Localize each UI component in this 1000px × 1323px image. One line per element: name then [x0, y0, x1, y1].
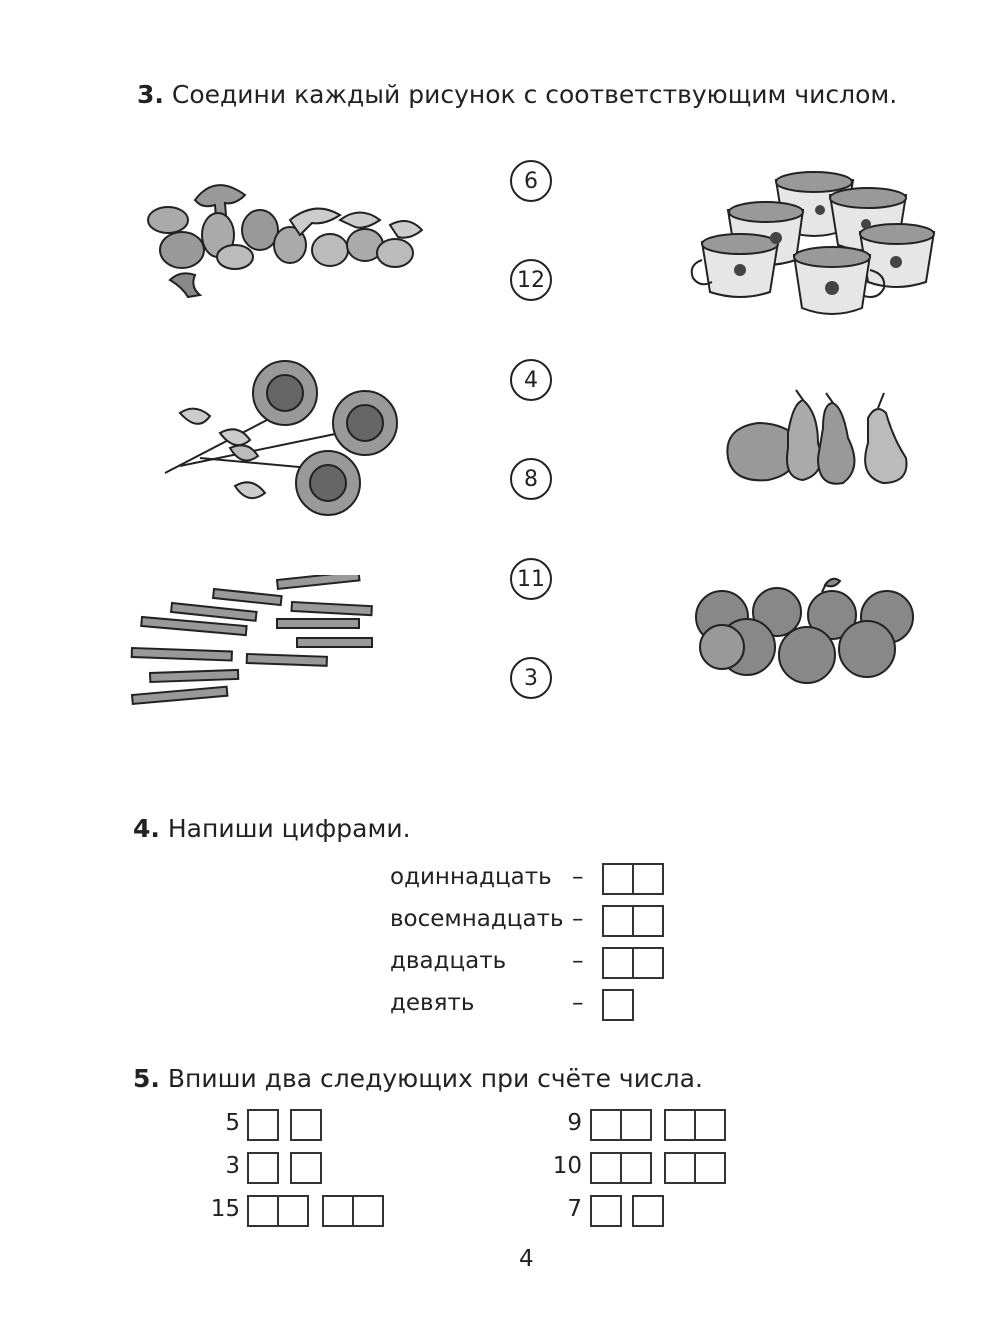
dash: – — [572, 948, 584, 974]
answer-cell[interactable] — [632, 1195, 664, 1227]
task3-title — [137, 80, 897, 109]
answer-cell[interactable] — [664, 1152, 696, 1184]
answer-cell[interactable] — [290, 1109, 322, 1141]
dash: – — [572, 990, 584, 1016]
number-circle-12[interactable]: 12 — [510, 259, 552, 301]
answer-cell[interactable] — [694, 1152, 726, 1184]
task5-title — [133, 1064, 703, 1093]
task4-text: Напиши цифрами. — [167, 814, 411, 843]
answer-cell[interactable] — [632, 905, 664, 937]
dash: – — [572, 864, 584, 890]
answer-cell[interactable] — [590, 1109, 622, 1141]
number-circle-6[interactable]: 6 — [510, 160, 552, 202]
task5-text: Впиши два следующих при счёте числа. — [167, 1064, 703, 1093]
word-odinnadtsat: одиннадцать — [390, 864, 552, 890]
roses-icon[interactable] — [160, 348, 405, 523]
answer-cell[interactable] — [602, 947, 634, 979]
answer-cell[interactable] — [590, 1195, 622, 1227]
task4-number: 4. — [133, 814, 160, 843]
word-dvadtsat: двадцать — [390, 948, 507, 974]
answer-cell[interactable] — [277, 1195, 309, 1227]
task3-text: Соедини каждый рисунок с соответствующим числом. — [171, 80, 898, 109]
word-vosemnadtsat: восемнадцать — [390, 906, 564, 932]
page-number: 4 — [519, 1246, 534, 1272]
answer-cell[interactable] — [602, 863, 634, 895]
answer-cell[interactable] — [602, 989, 634, 1021]
apples-icon[interactable] — [692, 577, 922, 692]
answer-cell[interactable] — [247, 1152, 279, 1184]
answer-cell[interactable] — [290, 1152, 322, 1184]
cups-icon[interactable] — [688, 170, 938, 330]
pears-icon[interactable] — [718, 388, 913, 488]
answer-cell[interactable] — [352, 1195, 384, 1227]
task4-title — [133, 814, 411, 843]
answer-cell[interactable] — [602, 905, 634, 937]
start-number: 3 — [225, 1153, 240, 1179]
word-devyat: девять — [390, 990, 475, 1016]
dash: – — [572, 906, 584, 932]
answer-cell[interactable] — [620, 1152, 652, 1184]
mushrooms-icon[interactable] — [140, 175, 425, 305]
start-number: 5 — [225, 1110, 240, 1136]
start-number: 15 — [210, 1196, 240, 1222]
answer-cell[interactable] — [322, 1195, 354, 1227]
start-number: 7 — [567, 1196, 582, 1222]
answer-cell[interactable] — [632, 863, 664, 895]
start-number: 10 — [552, 1153, 582, 1179]
answer-cell[interactable] — [694, 1109, 726, 1141]
answer-cell[interactable] — [620, 1109, 652, 1141]
answer-cell[interactable] — [590, 1152, 622, 1184]
answer-cell[interactable] — [247, 1109, 279, 1141]
number-circle-8[interactable]: 8 — [510, 458, 552, 500]
answer-cell[interactable] — [247, 1195, 279, 1227]
number-circle-4[interactable]: 4 — [510, 359, 552, 401]
answer-cell[interactable] — [664, 1109, 696, 1141]
task3-number: 3. — [137, 80, 164, 109]
start-number: 9 — [567, 1110, 582, 1136]
number-circle-11[interactable]: 11 — [510, 558, 552, 600]
number-circle-3[interactable]: 3 — [510, 657, 552, 699]
pencils-icon[interactable] — [122, 575, 392, 715]
answer-cell[interactable] — [632, 947, 664, 979]
task5-number: 5. — [133, 1064, 160, 1093]
